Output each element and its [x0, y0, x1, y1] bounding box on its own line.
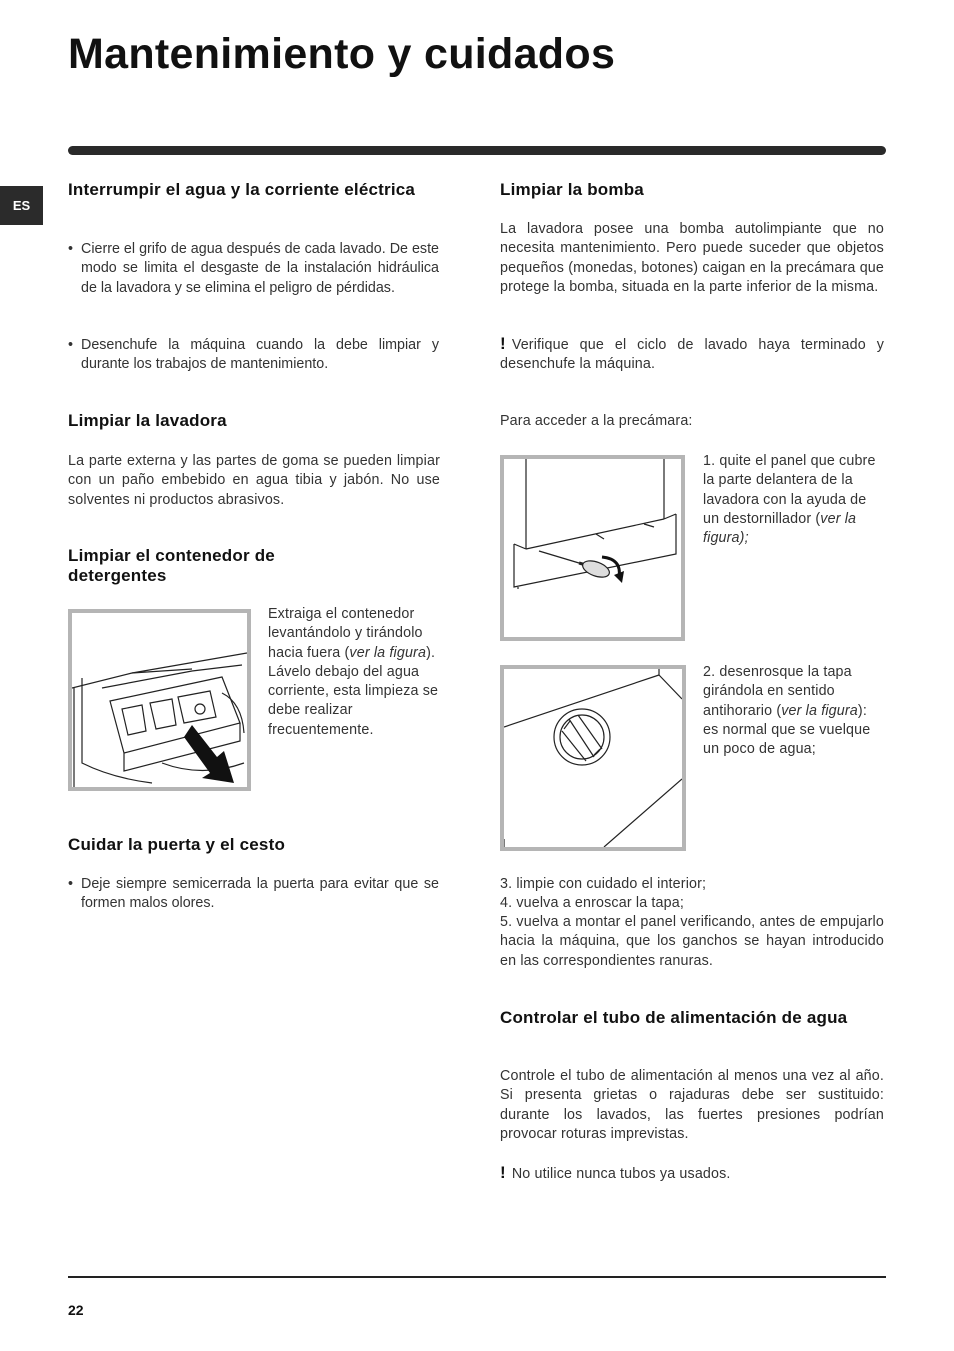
- paragraph-limpiar-lavadora: La parte externa y las partes de goma se pueden limpiar con un paño embebido en agua tibia y jabón. No use solventes ni productos abrasivos.: [68, 453, 440, 508]
- detergent-drawer-figure: [68, 609, 251, 791]
- paragraph-contenedor: [268, 605, 440, 740]
- heading-interrumpir: Interrumpir el agua y la corriente eléctrica: [68, 180, 416, 199]
- text-contenedor-b: Lávelo debajo del agua corriente, esta limpieza se debe realizar frecuentemente.: [268, 663, 439, 738]
- warning-mark: !: [500, 1163, 506, 1182]
- list-item: [68, 875, 440, 915]
- pump-cap-figure: [500, 665, 686, 851]
- paragraph-precamara-intro: Para acceder a la precámara:: [500, 413, 693, 429]
- header-rule: [68, 146, 886, 155]
- text-figure-ref: ver la figura: [781, 702, 858, 719]
- step-2: [703, 663, 883, 759]
- step-2-text: 2. desenrosque la tapa girándola en sentido antihorario (: [703, 664, 852, 719]
- panel-removal-figure: [500, 455, 685, 641]
- warning-bomba: [500, 334, 884, 375]
- list-item: [68, 240, 440, 320]
- bullet-dot: •: [68, 876, 74, 892]
- step-1-text: 1. quite el panel que cubre la parte delantera de la lavadora con la ayuda de un destornillador (: [703, 453, 876, 527]
- warning-text: Verifique que el ciclo de lavado haya terminado y desenchufe la máquina.: [500, 337, 884, 373]
- heading-tubo-alimentacion: Controlar el tubo de alimentación de agua: [500, 1008, 848, 1027]
- step-1-end: );: [739, 530, 749, 547]
- bullet-dot: •: [68, 337, 74, 353]
- text-contenedor-a-end: ).: [426, 644, 436, 661]
- paragraph-bomba: La lavadora posee una bomba autolimpiante que no necesita mantenimiento. Pero puede suceder que objetos pequeños (monedas, botones) caigan en la precámara que protege la bomba, situada en la parte inferior de la misma.: [500, 221, 884, 295]
- step-5: 5. vuelva a montar el panel verificando, antes de empujarlo hacia la máquina, que los ganchos se hayan introducido en las correspondientes ranuras.: [500, 914, 884, 969]
- bullet-text: Cierre el grifo de agua después de cada lavado. De este modo se limita el desgaste de la instalación hidráulica de la lavadora y se elimina el peligro de pérdidas.: [81, 241, 439, 296]
- paragraph-tubo: Controle el tubo de alimentación al menos una vez al año. Si presenta grietas o rajaduras debe ser sustituido: durante los lavados, las fuertes presiones podrían provocar roturas imprevistas.: [500, 1068, 884, 1142]
- text-figure-ref: ver la figura: [703, 510, 857, 547]
- page-title: Mantenimiento y cuidados: [68, 30, 616, 78]
- bullet-text: Desenchufe la máquina cuando la debe limpiar y durante los trabajos de mantenimiento.: [81, 337, 439, 373]
- language-tab: ES: [0, 186, 43, 225]
- panel-removal-illustration: [504, 459, 681, 637]
- page-number: 22: [68, 1302, 84, 1318]
- bullet-text: Deje siempre semicerrada la puerta para evitar que se formen malos olores.: [81, 876, 439, 912]
- warning-mark: !: [500, 334, 506, 353]
- detergent-drawer-illustration: [72, 613, 247, 787]
- heading-limpiar-lavadora: Limpiar la lavadora: [68, 411, 227, 430]
- text-contenedor-a: Extraiga el contenedor levantándolo y tirándolo hacia fuera (: [268, 606, 423, 661]
- step-4: 4. vuelva a enroscar la tapa;: [500, 895, 684, 911]
- bullet-dot: •: [68, 241, 74, 257]
- heading-bomba: Limpiar la bomba: [500, 180, 644, 199]
- warning-tubo: [500, 1163, 884, 1184]
- step-3: 3. limpie con cuidado el interior;: [500, 876, 707, 892]
- step-2-end: ): es normal que se vuelque un poco de agua;: [703, 702, 871, 758]
- heading-contenedor: Limpiar el contenedor de detergentes: [68, 546, 275, 585]
- heading-puerta-cesto: Cuidar la puerta y el cesto: [68, 835, 286, 854]
- warning-text: No utilice nunca tubos ya usados.: [511, 1166, 731, 1182]
- pump-cap-illustration: [504, 669, 682, 847]
- step-1: [703, 452, 883, 548]
- footer-rule: [68, 1276, 886, 1278]
- text-figure-ref: ver la figura: [349, 644, 427, 661]
- list-item: [68, 336, 440, 376]
